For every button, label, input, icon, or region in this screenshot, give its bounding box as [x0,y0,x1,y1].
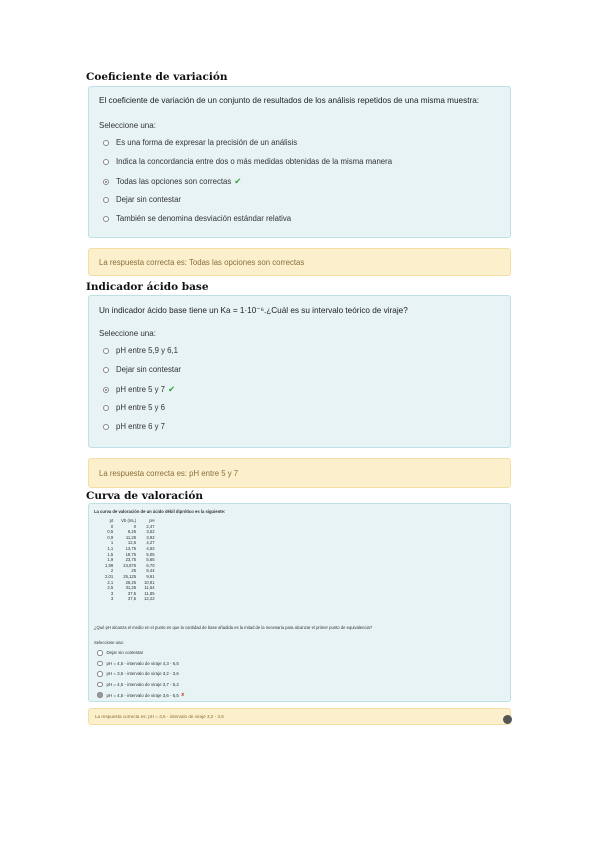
answer-option[interactable] [103,195,181,204]
table-row [101,585,159,591]
question-2-feedback [88,458,511,488]
radio-button[interactable] [103,197,109,203]
radio-button[interactable] [103,348,109,354]
table-cell: 0,5 [107,529,114,535]
table-row [101,596,159,602]
question-2-text: Un indicador ácido base tiene un Ka = 1·10⁻⁶.¿Cuál es su intervalo teórico de viraje? [99,306,408,315]
question-2-title: Indicador ácido base [86,281,209,293]
radio-button[interactable] [97,692,103,698]
table-header-cell: Vb (mL) [121,518,137,523]
scroll-top-button[interactable] [503,715,512,724]
table-cell: 2,1 [107,579,114,585]
table-cell: 3 [110,596,114,602]
answer-option[interactable] [103,403,165,412]
answer-option[interactable] [103,138,297,147]
table-cell: 12,22 [144,596,155,602]
question-2-prompt: Seleccione una: [99,329,156,338]
table-cell: 6,70 [146,562,155,568]
radio-button[interactable] [103,140,109,146]
table-cell: 12,5 [127,540,137,546]
question-1-prompt: Seleccione una: [99,121,156,130]
question-1-feedback [88,248,511,276]
answer-option[interactable] [97,661,179,667]
question-3-feedback-text: La respuesta correcta es: pH = 3,5 - intervalo de viraje 3,2 - 3,6 [95,714,224,719]
table-cell: 23,75 [125,557,137,563]
answer-option-label: pH = 4,5 - intervalo de viraje 3,6 - 5,5 [106,692,179,698]
table-cell: 13,75 [125,545,137,551]
table-cell: 1,9 [107,557,114,563]
radio-button[interactable] [103,216,109,222]
answer-option-label: pH entre 5,9 y 6,1 [116,346,178,355]
table-cell: 11,25 [125,534,137,540]
answer-option-label: Dejar sin contestar [116,195,182,204]
question-2-feedback-text: La respuesta correcta es: pH entre 5 y 7 [99,469,239,478]
table-header-cell: pt [109,518,114,523]
table-cell: 11,85 [144,590,155,596]
question-3-title: Curva de valoración [86,490,204,502]
table-cell: 18,75 [125,551,137,557]
answer-option-label: pH entre 5 y 6 [116,403,165,412]
table-cell: 37,5 [127,596,137,602]
radio-button[interactable] [103,387,109,393]
answer-option-label: pH = 3,5 - intervalo de viraje 3,2 - 3,6 [106,671,179,677]
answer-option[interactable] [97,682,179,688]
answer-option-label: Dejar sin contestar [116,365,182,374]
table-cell: 31,25 [125,585,137,591]
table-cell: 26,25 [125,579,137,585]
answer-option-label: Todas las opciones son correctas [116,177,232,186]
answer-option-label: Dejar sin contestar [106,650,144,656]
answer-option[interactable] [103,214,291,223]
answer-option-label: También se denomina desviación estándar relativa [116,214,292,223]
table-cell: 6,25 [127,529,137,535]
answer-option-label: Es una forma de expresar la precisión de un análisis [116,138,298,147]
table-cell: 3,52 [146,529,155,535]
table-cell: 0 [133,523,137,529]
table-cell: 0,9 [107,534,114,540]
question-1-feedback-text: La respuesta correcta es: Todas las opciones son correctas [99,258,305,267]
question-2-box [88,295,511,448]
table-row [101,557,159,563]
table-cell: 2,01 [105,573,114,579]
table-header-cell: pH [149,518,155,523]
radio-button[interactable] [97,682,103,688]
answer-option-label: pH entre 6 y 7 [116,422,165,431]
answer-option[interactable] [103,176,241,187]
answer-option[interactable] [103,346,178,355]
table-row [101,574,159,580]
answer-option-label: pH entre 5 y 7 [116,385,165,394]
question-3-prompt: Seleccione una: [94,640,124,645]
question-1-title: Coeficiente de variación [86,71,228,83]
radio-button[interactable] [103,159,109,165]
question-3-text: La curva de valoración de un ácido débil diprótico es la siguiente: [94,509,226,514]
table-cell: 9,91 [146,573,155,579]
table-cell: 5,65 [146,557,155,563]
radio-button[interactable] [97,661,103,667]
answer-option[interactable] [97,650,143,656]
table-cell: 37,5 [127,590,137,596]
question-1-text: El coeficiente de variación de un conjunto de resultados de los análisis repetidos de una misma muestra: [99,96,480,105]
table-row [101,529,159,535]
answer-option[interactable] [97,692,185,698]
question-1-box [88,86,511,238]
table-cell: 24,875 [123,562,137,568]
table-cell: 10,91 [144,579,155,585]
answer-option[interactable] [103,384,175,395]
table-cell: 8,44 [146,568,155,574]
table-cell: 11,54 [144,585,155,591]
radio-button[interactable] [103,405,109,411]
table-cell: 1,5 [107,551,114,557]
table-cell: 2,5 [107,585,114,591]
table-cell: 4,27 [146,540,155,546]
table-cell: 25,125 [123,573,137,579]
table-cell: 3 [110,590,114,596]
question-3-question: ¿Qué pH alcanza el medio en el punto en que la cantidad de base añadida es la mitad de la necesaria para alcanzar el primer punto de equivalencia? [94,625,373,630]
question-3-box [88,503,511,702]
answer-option[interactable] [103,422,165,431]
table-cell: 1 [110,540,114,546]
table-cell: 0 [110,523,114,529]
table-row [101,546,159,552]
radio-button[interactable] [97,671,103,677]
checkmark-icon: ✔ [234,176,242,186]
checkmark-icon: ✔ [167,384,176,394]
answer-option[interactable] [103,157,392,166]
radio-button[interactable] [103,424,109,430]
table-cell: 5,05 [146,551,155,557]
table-cell: 4,62 [146,545,155,551]
table-cell: 1,99 [105,562,114,568]
radio-button[interactable] [103,367,109,373]
table-cell: 2,47 [146,523,155,529]
table-cell: 1,1 [107,545,114,551]
table-cell: 2 [110,568,114,574]
cross-icon: ✘ [180,692,185,697]
radio-button[interactable] [97,650,103,656]
answer-option[interactable] [103,365,181,374]
table-cell: 25 [131,568,137,574]
answer-option-label: pH = 4,5 - intervalo de viraje 4,3 - 6,5 [106,660,179,666]
question-3-feedback [88,708,511,725]
answer-option[interactable] [97,671,179,677]
answer-option-label: Indica la concordancia entre dos o más medidas obtenidas de la misma manera [116,157,393,166]
table-cell: 3,92 [146,534,155,540]
answer-option-label: pH = 4,5 - intervalo de viraje 3,7 - 5,2 [106,681,179,687]
titration-table [101,518,159,602]
radio-button[interactable] [103,179,109,185]
